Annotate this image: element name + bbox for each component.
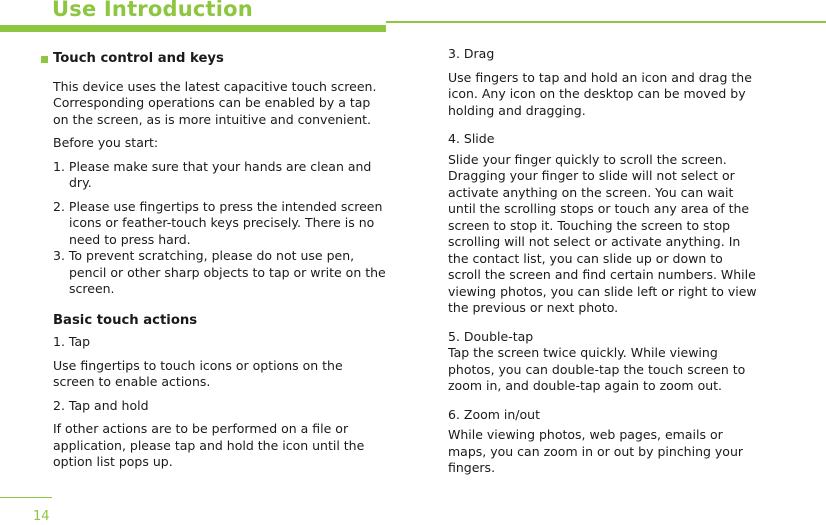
zoom-text: While viewing photos, web pages, emails or maps, you can zoom in or out by pinching your fingers. — [448, 427, 744, 475]
before-item: 3. To prevent scratching, please do not use pen, pencil or other sharp objects to tap or write on the screen. — [53, 248, 386, 296]
section-heading — [53, 51, 388, 68]
tap-hold-text: If other actions are to be performed on a file or application, please tap and hold the icon until the option list pops up. — [53, 421, 365, 469]
drag-text: Use fingers to tap and hold an icon and drag the icon. Any icon on the desktop can be moved by holding and dragging. — [448, 69, 752, 118]
basic-touch-heading: Basic touch actions — [53, 312, 198, 328]
right-column — [448, 46, 758, 477]
footer-line — [0, 497, 52, 498]
page-number: 14 — [33, 509, 50, 524]
before-item: 1. Please make sure that your hands are clean and dry. — [53, 158, 372, 190]
double-tap-text: Tap the screen twice quickly. While viewing photos, you can double-tap the touch screen to zoom in, and double-tap again to zoom out. — [448, 345, 746, 393]
left-column — [53, 51, 388, 471]
header-bar-thin — [386, 21, 826, 23]
header-bar-thick — [0, 25, 386, 32]
zoom-title: 6. Zoom in/out — [448, 406, 540, 422]
slide-text: Slide your finger quickly to scroll the screen. Dragging your finger to slide will not select or activate anything on the screen. You can wait until the scrolling stops or touch any area of the screen to stop it. Touching the screen to stop scrolling will not select or activate anything. In the contact list, you can slide up or down to scroll the screen and find certain numbers. While viewing photos, you can slide left or right to view the previous or next photo. — [448, 151, 757, 315]
square-bullet-icon — [41, 56, 48, 63]
drag-title: 3. Drag — [448, 46, 495, 61]
tap-hold-title: 2. Tap and hold — [53, 397, 149, 413]
before-item: 2. Please use fingertips to press the intended screen icons or feather-touch keys precisely. There is no need to press hard. — [53, 198, 383, 247]
before-label: Before you start: — [53, 135, 159, 150]
intro-paragraph: This device uses the latest capacitive touch screen. Corresponding operations can be enabled by a tap on the screen, as is more intuitive and convenient. — [53, 78, 377, 127]
page-title: Use Introduction — [52, 0, 253, 21]
tap-title: 1. Tap — [53, 334, 91, 349]
section-title: Touch control and keys — [53, 51, 224, 66]
slide-title: 4. Slide — [448, 131, 495, 146]
tap-text: Use fingertips to touch icons or options on the screen to enable actions. — [53, 357, 343, 389]
double-tap-title: 5. Double-tap — [448, 328, 534, 344]
